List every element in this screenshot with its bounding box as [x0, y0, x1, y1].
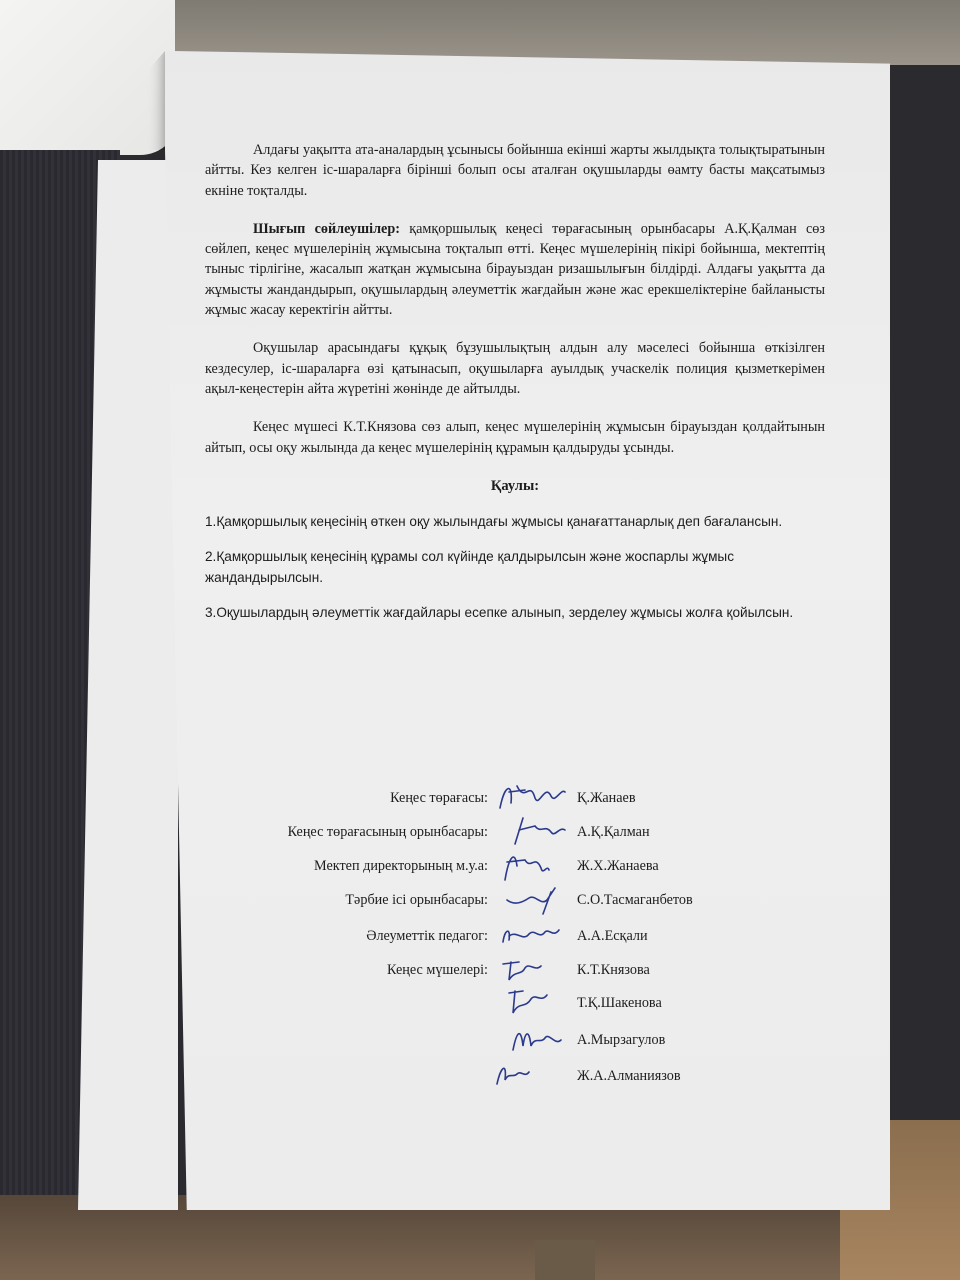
- signature-role: Кеңес мүшелері:: [387, 962, 488, 978]
- signature-name: А.А.Есқали: [577, 928, 648, 944]
- speakers-lead: Шығып сөйлеушілер:: [253, 220, 400, 237]
- decision-heading: Қаулы:: [490, 477, 540, 494]
- background-white-object: [0, 0, 180, 155]
- signature-row: [0, 1064, 960, 1092]
- signature-name: К.Т.Князова: [577, 962, 650, 978]
- paragraph-3-text: Оқушылар арасындағы құқық бұзушылықтың алдын алу мәселесі бойынша өткізілген кездесулер, іс-шараларға өзі қатынасып, оқушыларға ауылдық учаскелік полиция қызметкерімен ақыл-кеңестерін айта жүретіні жөнінде де айтылды.: [205, 340, 825, 397]
- handwritten-signature: [495, 983, 570, 1023]
- signature-role: Тәрбие ісі орынбасары:: [345, 892, 488, 908]
- signature-name: С.О.Тасмаганбетов: [577, 892, 693, 908]
- paragraph-2: [205, 219, 825, 320]
- document-body: [205, 140, 825, 637]
- signature-row: [0, 991, 960, 1019]
- decision-item: 2.Қамқоршылық кеңесінің құрамы сол күйінде қалдырылсын және жоспарлы жұмыс жандандырылсын.: [205, 548, 735, 585]
- decision-item: 1.Қамқоршылық кеңесінің өткен оқу жылындағы жұмысы қанағаттанарлық деп бағалансын.: [205, 513, 783, 529]
- paragraph-3: [205, 338, 825, 399]
- signature-name: Қ.Жанаев: [577, 790, 636, 806]
- paragraph-2-text: қамқоршылық кеңесі төрағасының орынбасары А.Қ.Қалман сөз сөйлеп, кеңес мүшелерінің жұмысына тоқталып өтті. Кеңес мүшелерінің пікірі бойынша, мектептің тыныс тірлігіне, жасалып жатқан жұмысына бірауыздан ризашылығын білдірді. Алдағы уақытта да жұмысты жандандырып, оқушылардың әлеуметтік жағдайын және жас ерекшеліктеріне байланысты жұмыс жасау керектігін айтты.: [205, 220, 825, 319]
- signature-row: [0, 854, 960, 882]
- paragraph-1: [205, 140, 825, 201]
- handwritten-signature: [495, 1056, 570, 1096]
- signature-row: [0, 888, 960, 916]
- signature-row: [0, 1028, 960, 1056]
- signature-name: Т.Қ.Шакенова: [577, 995, 662, 1011]
- signature-role: Кеңес төрағасы:: [390, 790, 488, 806]
- signature-row: [0, 924, 960, 952]
- signature-row: [0, 958, 960, 986]
- paragraph-4: [205, 417, 825, 458]
- paragraph-1-text: Алдағы уақытта ата-аналардың ұсынысы бойынша екінші жарты жылдықта толықтыратынын айтты. Кез келген іс-шараларға бірінші болып осы аталған оқушыларды өамту басты мақсатымыз екніне тоқталды.: [205, 142, 825, 199]
- signature-name: А.Мырзагулов: [577, 1032, 666, 1048]
- handwritten-signature: [495, 1020, 570, 1060]
- handwritten-signature: [495, 880, 570, 920]
- signature-name: А.Қ.Қалман: [577, 824, 650, 840]
- signature-row: [0, 820, 960, 848]
- background-stand: [535, 1240, 595, 1280]
- signature-row: [0, 786, 960, 814]
- signature-name: Ж.А.Алманиязов: [577, 1068, 681, 1084]
- decision-item: 3.Оқушылардың әлеуметтік жағдайлары есепке алынып, зерделеу жұмысы жолға қойылсын.: [205, 604, 794, 620]
- paragraph-4-text: Кеңес мүшесі К.Т.Князова сөз алып, кеңес мүшелерінің жұмысын бірауыздан қолдайтынын айтып, осы оқу жылында да кеңес мүшелерінің құрамын қалдыруды ұсынды.: [205, 419, 825, 456]
- signature-role: Кеңес төрағасының орынбасары:: [287, 824, 488, 840]
- signature-role: Әлеуметтік педагог:: [366, 928, 488, 944]
- signature-name: Ж.Х.Жанаева: [577, 858, 659, 874]
- signature-role: Мектеп директорының м.у.а:: [314, 858, 488, 874]
